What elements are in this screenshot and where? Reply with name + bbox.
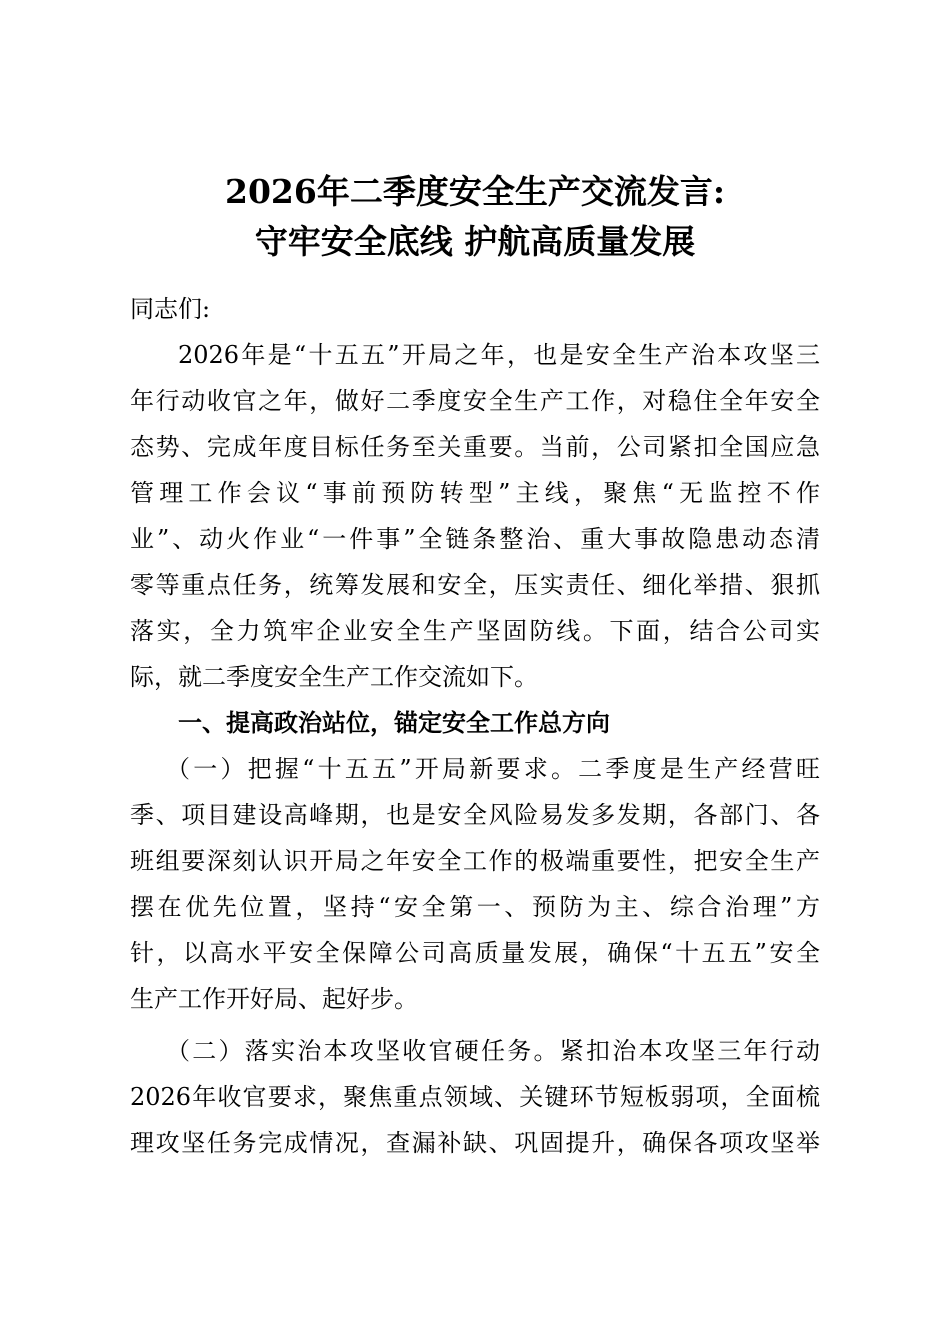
paragraph-line: 摆在优先位置，坚持“安全第一、预防为主、综合治理”方 <box>130 893 820 921</box>
paragraph-line: （一）把握“十五五”开局新要求。二季度是生产经营旺 <box>166 755 820 783</box>
paragraph-line: 态势、完成年度目标任务至关重要。当前，公司紧扣全国应急 <box>130 433 820 461</box>
paragraph-line: 季、项目建设高峰期，也是安全风险易发多发期，各部门、各 <box>130 801 820 829</box>
paragraph-line: 班组要深刻认识开局之年安全工作的极端重要性，把安全生产 <box>130 847 820 875</box>
paragraph-line: 2026年是“十五五”开局之年，也是安全生产治本攻坚三 <box>178 341 820 369</box>
paragraph-line: 业”、动火作业“一件事”全链条整治、重大事故隐患动态清 <box>130 525 820 553</box>
paragraph-line: 年行动收官之年，做好二季度安全生产工作，对稳住全年安全 <box>130 387 820 415</box>
paragraph-line: 零等重点任务，统筹发展和安全，压实责任、细化举措、狠抓 <box>130 571 820 599</box>
paragraph-line: 生产工作开好局、起好步。 <box>130 985 418 1013</box>
paragraph-line: 管理工作会议“事前预防转型”主线，聚焦“无监控不作 <box>130 479 820 507</box>
paragraph-line: 针，以高水平安全保障公司高质量发展，确保“十五五”安全 <box>130 939 820 967</box>
paragraph-line: 理攻坚任务完成情况，查漏补缺、巩固提升，确保各项攻坚举 <box>130 1129 820 1157</box>
document-title-line-2: 守牢安全底线 护航高质量发展 <box>254 222 696 261</box>
paragraph-line: （二）落实治本攻坚收官硬任务。紧扣治本攻坚三年行动 <box>166 1037 820 1065</box>
paragraph-line: 落实，全力筑牢企业安全生产坚固防线。下面，结合公司实 <box>130 617 820 645</box>
paragraph-line: 2026年收官要求，聚焦重点领域、关键环节短板弱项，全面梳 <box>130 1083 820 1111</box>
document-body <box>130 286 820 1166</box>
paragraph-line: 际，就二季度安全生产工作交流如下。 <box>130 663 538 691</box>
section-heading: 一、提高政治站位，锚定安全工作总方向 <box>178 708 610 737</box>
document-title-line-1: 2026年二季度安全生产交流发言: <box>224 172 726 211</box>
salutation: 同志们: <box>130 295 211 323</box>
